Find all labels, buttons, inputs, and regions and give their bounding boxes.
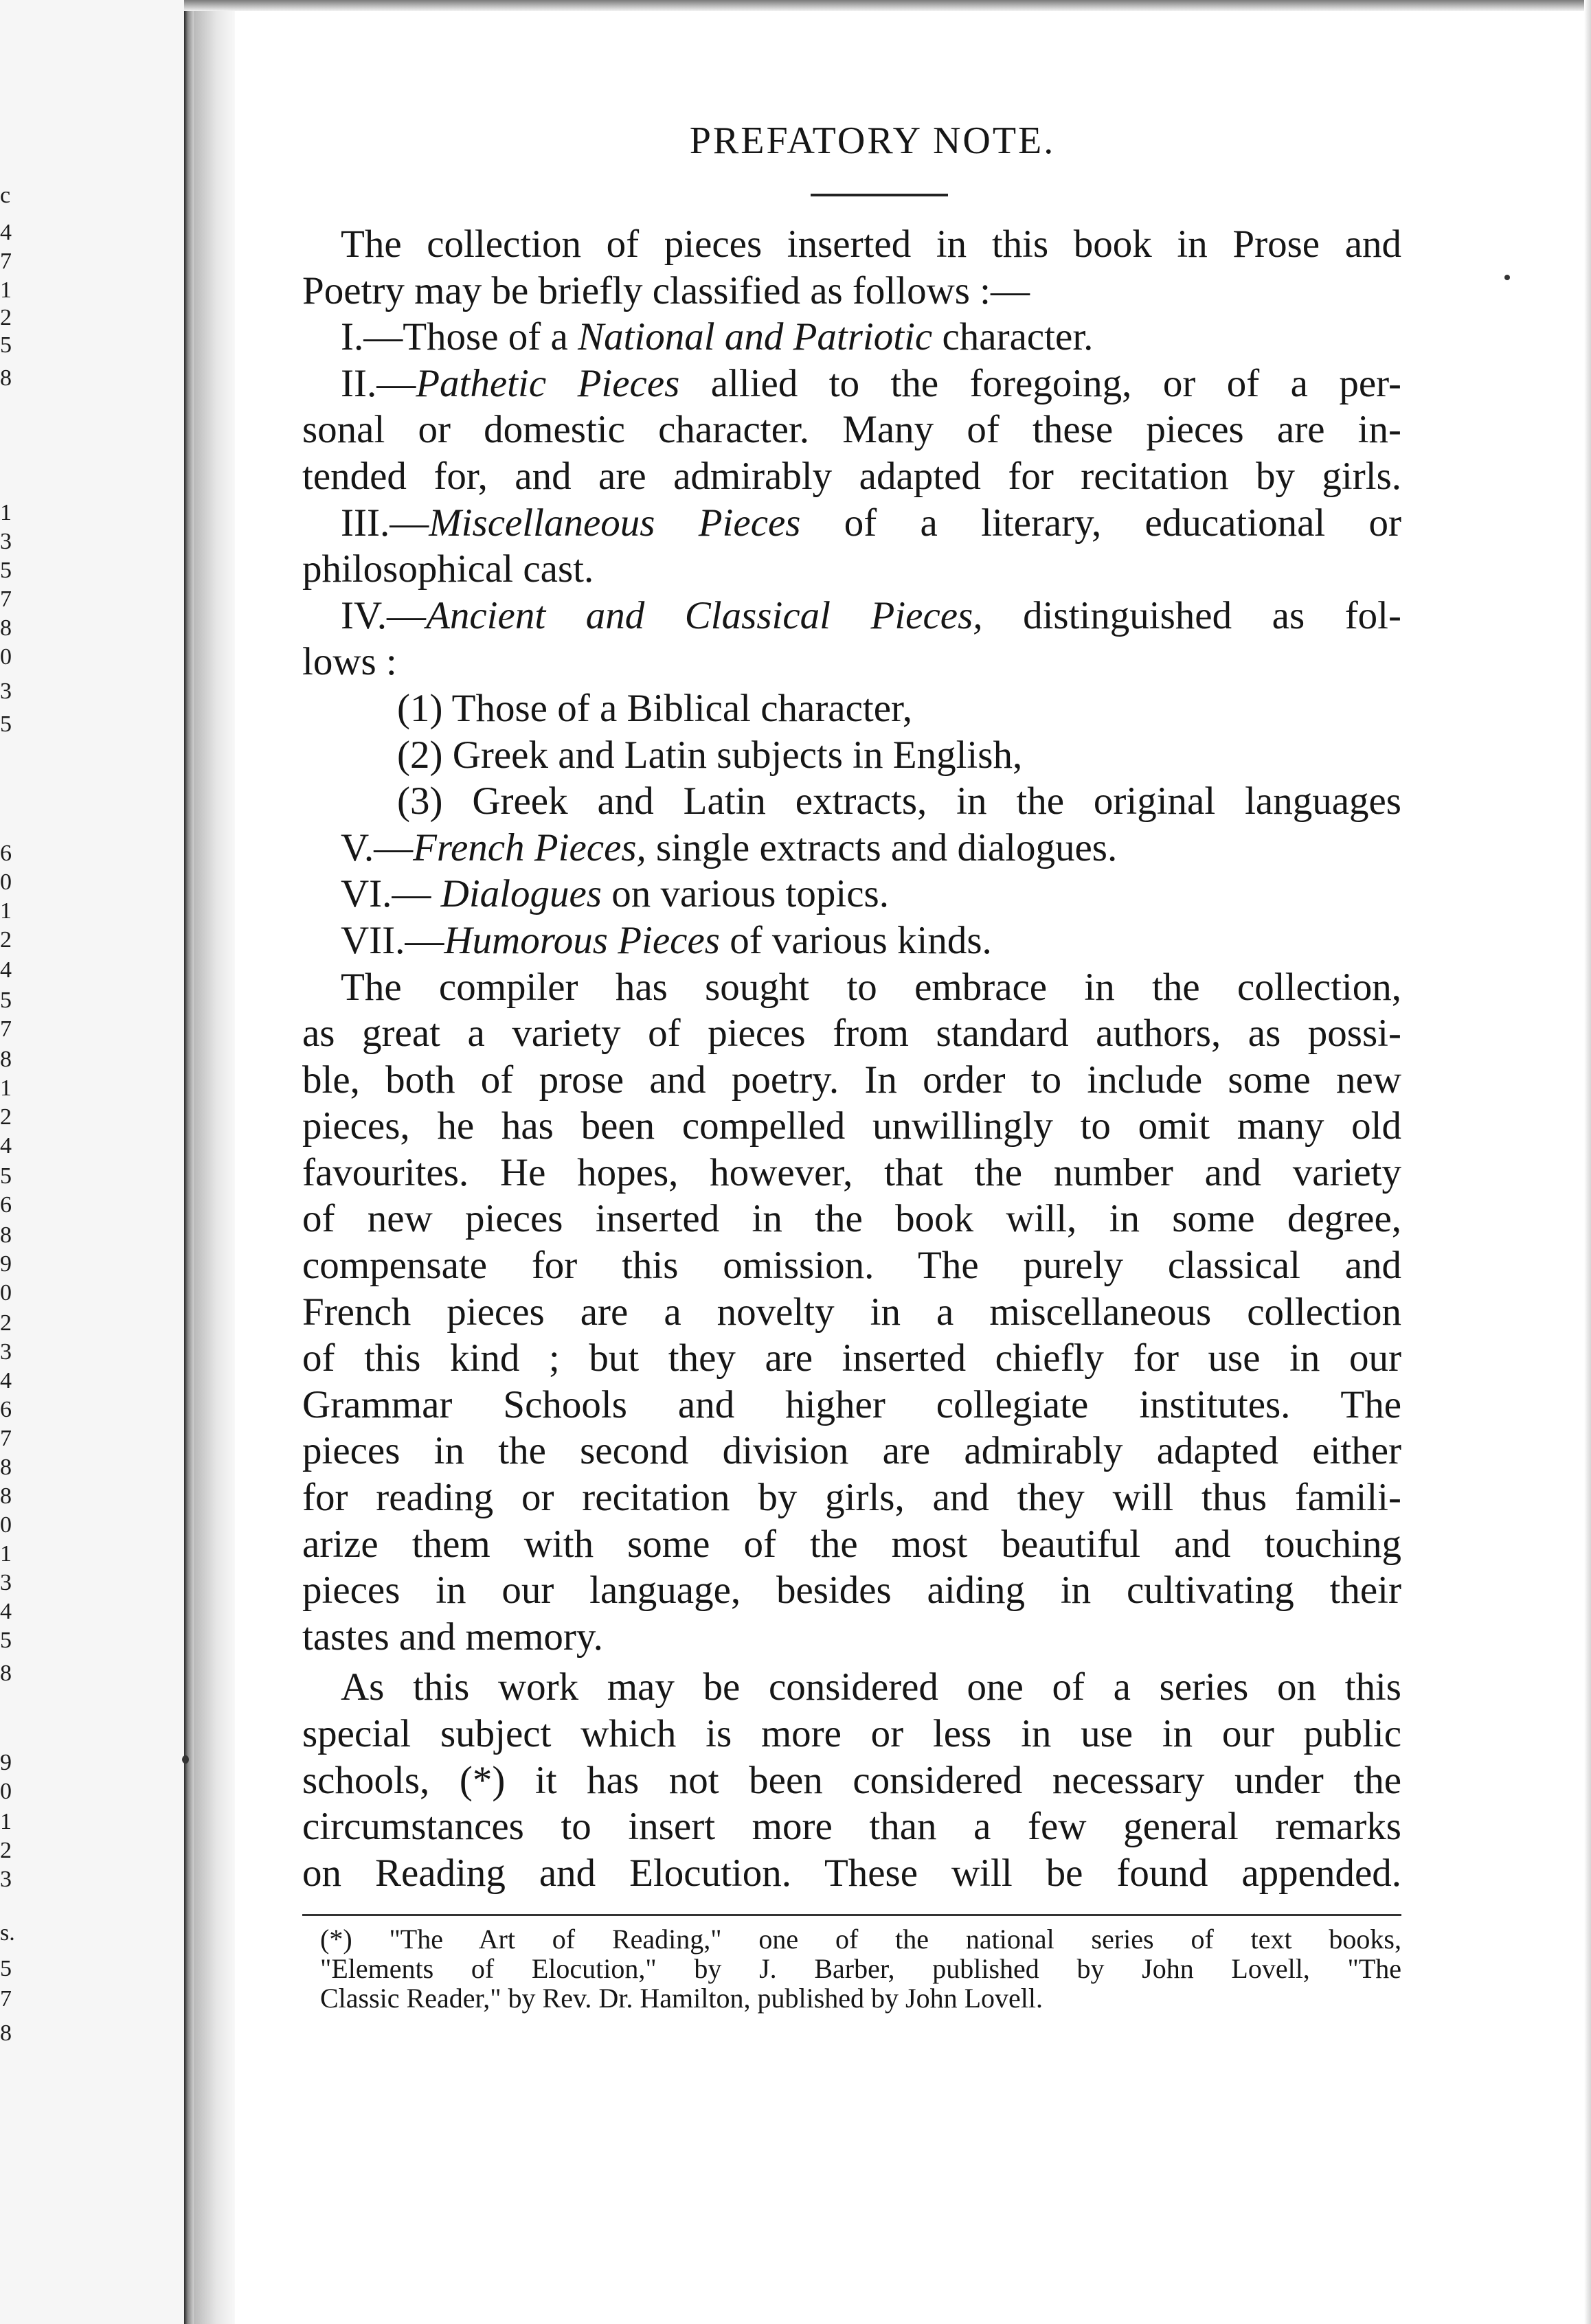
page-body bbox=[302, 117, 1401, 2013]
list-number: III.— bbox=[341, 501, 429, 545]
margin-number: 8 bbox=[0, 367, 12, 390]
margin-number: 3 bbox=[0, 680, 12, 703]
text-line bbox=[302, 361, 1401, 407]
text-span: on various topics. bbox=[611, 872, 889, 916]
list-number: I.—Those of a bbox=[341, 315, 568, 359]
margin-number: 8 bbox=[0, 1485, 12, 1508]
text-line bbox=[302, 871, 1401, 918]
margin-number: s. bbox=[0, 1922, 15, 1945]
text-line: of this kind ; but they are inserted chiefly for use in our bbox=[302, 1336, 1401, 1380]
margin-number: 1 bbox=[0, 279, 12, 302]
text-line: ble, both of prose and poetry. In order to include some new bbox=[302, 1058, 1401, 1102]
list-number: VI.— bbox=[341, 872, 431, 916]
print-speck bbox=[182, 1755, 189, 1764]
footnote-line: Classic Reader," by Rev. Dr. Hamilton, published by John Lovell. bbox=[320, 1983, 1043, 2014]
text-line: Grammar Schools and higher collegiate institutes. The bbox=[302, 1382, 1401, 1426]
text-line: lows : bbox=[302, 640, 397, 684]
text-span: of various kinds. bbox=[730, 918, 992, 962]
text-line: The compiler has sought to embrace in the collection, bbox=[341, 965, 1401, 1009]
margin-number: 5 bbox=[0, 713, 12, 736]
margin-number: 1 bbox=[0, 900, 12, 923]
italic-phrase: Ancient and Classical Pieces, bbox=[426, 593, 983, 637]
binding-shadow bbox=[184, 0, 194, 2324]
text-line bbox=[302, 825, 1401, 872]
right-edge-shadow bbox=[1584, 0, 1591, 2324]
page-title: PREFATORY NOTE. bbox=[689, 119, 1056, 162]
title-rule bbox=[811, 194, 948, 196]
footnote-line: (*) "The Art of Reading," one of the national series of text books, bbox=[320, 1924, 1401, 1955]
margin-number: 0 bbox=[0, 871, 12, 894]
text-line: for reading or recitation by girls, and they will thus famili- bbox=[302, 1476, 1401, 1520]
margin-number: 7 bbox=[0, 588, 12, 611]
margin-number: 6 bbox=[0, 1398, 12, 1422]
margin-number: 9 bbox=[0, 1751, 12, 1775]
text-line bbox=[302, 593, 1401, 639]
text-line: special subject which is more or less in use in our public bbox=[302, 1712, 1401, 1755]
margin-number: 8 bbox=[0, 1662, 12, 1685]
text-span: of a literary, educational or bbox=[844, 501, 1402, 545]
italic-phrase: National and Patriotic bbox=[578, 315, 933, 359]
text-line: favourites. He hopes, however, that the number and variety bbox=[302, 1150, 1401, 1194]
gutter-shadow bbox=[194, 0, 235, 2324]
margin-number: 1 bbox=[0, 1810, 12, 1834]
margin-number: 4 bbox=[0, 1135, 12, 1158]
text-line: pieces, he has been compelled unwillingly to omit many old bbox=[302, 1104, 1401, 1148]
italic-phrase: Miscellaneous Pieces bbox=[429, 501, 801, 545]
text-line: As this work may be considered one of a series on this bbox=[341, 1665, 1401, 1709]
text-line: on Reading and Elocution. These will be found appended. bbox=[302, 1851, 1401, 1895]
margin-number: c bbox=[0, 184, 11, 207]
margin-number: 4 bbox=[0, 221, 12, 244]
text-span: allied to the foregoing, or of a per- bbox=[710, 361, 1401, 405]
margin-number: 8 bbox=[0, 617, 12, 640]
margin-number: 3 bbox=[0, 1341, 12, 1364]
margin-number: 0 bbox=[0, 1514, 12, 1537]
list-number: II.— bbox=[341, 361, 416, 405]
margin-number: 6 bbox=[0, 1194, 12, 1217]
text-line: schools, (*) it has not been considered necessary under the bbox=[302, 1758, 1401, 1802]
margin-number: 5 bbox=[0, 334, 12, 357]
margin-number: 2 bbox=[0, 1839, 12, 1862]
margin-number: 4 bbox=[0, 959, 12, 982]
margin-number: 8 bbox=[0, 1224, 12, 1247]
text-line: French pieces are a novelty in a miscellaneous collection bbox=[302, 1290, 1401, 1334]
text-span: single extracts and dialogues. bbox=[656, 825, 1118, 869]
margin-number: 2 bbox=[0, 929, 12, 952]
margin-number: 7 bbox=[0, 1427, 12, 1450]
margin-number: 4 bbox=[0, 1600, 12, 1624]
italic-phrase: Pathetic Pieces bbox=[416, 361, 680, 405]
italic-phrase: French Pieces, bbox=[413, 825, 646, 869]
top-edge-shadow bbox=[184, 0, 1591, 11]
margin-number: 7 bbox=[0, 1018, 12, 1041]
margin-number: 1 bbox=[0, 1077, 12, 1100]
adjacent-page-edge bbox=[0, 0, 184, 2324]
margin-number: 3 bbox=[0, 1571, 12, 1595]
margin-number: 8 bbox=[0, 1456, 12, 1479]
text-line: pieces in our language, besides aiding in cultivating their bbox=[302, 1569, 1401, 1613]
margin-number: 0 bbox=[0, 1281, 12, 1305]
margin-number: 2 bbox=[0, 1106, 12, 1129]
print-speck bbox=[1504, 275, 1510, 280]
margin-number: 8 bbox=[0, 2022, 12, 2045]
margin-number: 2 bbox=[0, 306, 12, 330]
margin-number: 0 bbox=[0, 646, 12, 669]
text-line bbox=[302, 314, 1401, 361]
sub-list-item: (1) Those of a Biblical character, bbox=[397, 686, 912, 730]
list-number: VII.— bbox=[341, 918, 444, 962]
text-line: of new pieces inserted in the book will, in some degree, bbox=[302, 1197, 1401, 1241]
text-line bbox=[302, 500, 1401, 547]
text-line: tended for, and are admirably adapted for recitation by girls. bbox=[302, 454, 1401, 498]
margin-number: 5 bbox=[0, 1957, 12, 1981]
text-line: philosophical cast. bbox=[302, 547, 594, 591]
margin-number: 5 bbox=[0, 1165, 12, 1188]
margin-number: 9 bbox=[0, 1253, 12, 1276]
margin-number: 7 bbox=[0, 250, 12, 273]
sub-list-item: (2) Greek and Latin subjects in English, bbox=[397, 733, 1023, 777]
text-line: Poetry may be briefly classified as follows :— bbox=[302, 269, 1030, 312]
list-number: V.— bbox=[341, 825, 414, 869]
text-line: The collection of pieces inserted in this book in Prose and bbox=[341, 223, 1401, 266]
margin-number: 5 bbox=[0, 559, 12, 582]
text-span: character. bbox=[942, 315, 1094, 359]
margin-number: 7 bbox=[0, 1987, 12, 2011]
margin-number: 3 bbox=[0, 530, 12, 554]
text-span: distinguished as fol- bbox=[1023, 593, 1401, 637]
margin-number: 6 bbox=[0, 842, 12, 865]
list-number: IV.— bbox=[341, 593, 427, 637]
footnote-rule bbox=[302, 1914, 1401, 1916]
margin-number: 5 bbox=[0, 1629, 12, 1652]
margin-number: 3 bbox=[0, 1868, 12, 1891]
margin-number: 1 bbox=[0, 501, 12, 525]
sub-list-item: (3) Greek and Latin extracts, in the original languages bbox=[397, 779, 1401, 823]
margin-number: 2 bbox=[0, 1312, 12, 1335]
text-line bbox=[302, 918, 1401, 964]
text-line: arize them with some of the most beautiful and touching bbox=[302, 1522, 1401, 1566]
margin-number: 8 bbox=[0, 1048, 12, 1071]
margin-number: 0 bbox=[0, 1780, 12, 1803]
footnote-line: "Elements of Elocution," by J. Barber, published by John Lovell, "The bbox=[320, 1953, 1401, 1985]
text-line: pieces in the second division are admirably adapted either bbox=[302, 1429, 1401, 1473]
margin-number: 5 bbox=[0, 989, 12, 1012]
margin-number: 4 bbox=[0, 1369, 12, 1393]
margin-number: 1 bbox=[0, 1542, 12, 1566]
text-line: circumstances to insert more than a few general remarks bbox=[302, 1805, 1401, 1849]
text-line: sonal or domestic character. Many of these pieces are in- bbox=[302, 408, 1401, 452]
italic-phrase: Humorous Pieces bbox=[444, 918, 720, 962]
text-line: tastes and memory. bbox=[302, 1615, 603, 1659]
text-line: compensate for this omission. The purely classical and bbox=[302, 1244, 1401, 1288]
italic-phrase: Dialogues bbox=[440, 872, 602, 916]
text-line: as great a variety of pieces from standard authors, as possi- bbox=[302, 1012, 1401, 1056]
